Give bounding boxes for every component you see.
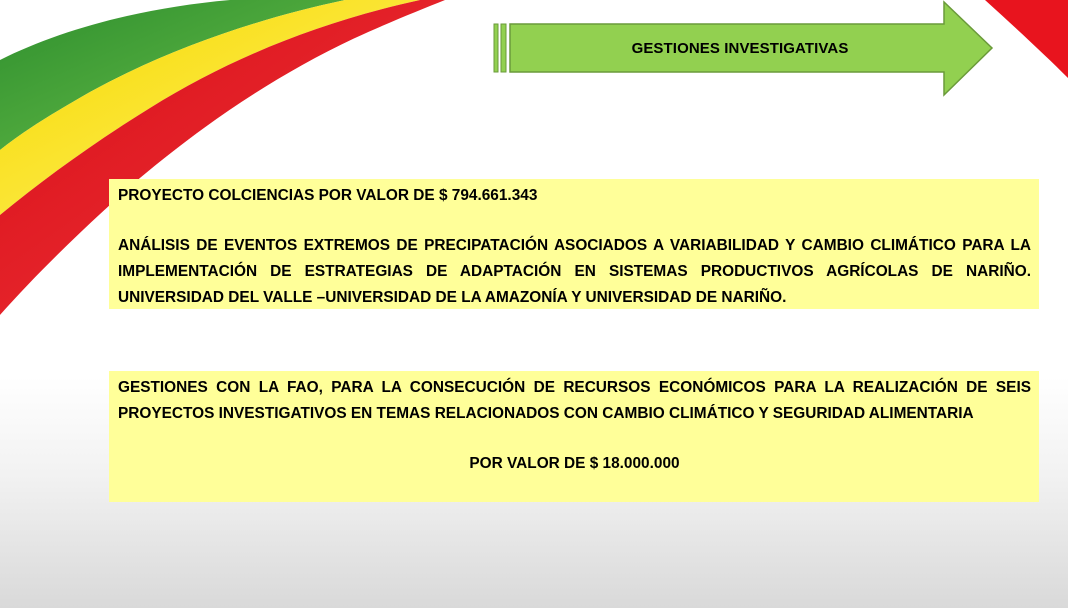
card-heading: PROYECTO COLCIENCIAS POR VALOR DE $ 794.661.343 — [118, 187, 538, 204]
slide-title: GESTIONES INVESTIGATIVAS — [631, 39, 849, 57]
title-arrow-banner — [492, 0, 996, 98]
fao-management-card — [109, 371, 1039, 502]
card-body: GESTIONES CON LA FAO, PARA LA CONSECUCIÓN DE RECURSOS ECONÓMICOS PARA LA REALIZACIÓN DE SEIS PROYECTOS INVESTIGATIVOS EN TEMAS RELACIONADOS CON CAMBIO CLIMÁTICO Y SEGURIDAD ALIMENTARIA — [118, 379, 1031, 422]
ribbon-corner-red — [985, 0, 1068, 78]
colciencias-project-card — [109, 179, 1039, 309]
card-value: POR VALOR DE $ 18.000.000 — [469, 455, 680, 472]
card-body: ANÁLISIS DE EVENTOS EXTREMOS DE PRECIPATACIÓN ASOCIADOS A VARIABILIDAD Y CAMBIO CLIMÁTICO PARA LA IMPLEMENTACIÓN DE ESTRATEGIAS DE ADAPTACIÓN EN SISTEMAS PRODUCTIVOS AGRÍCOLAS DE NARIÑO. UNIVERSIDAD DEL VALLE –UNIVERSIDAD DE LA AMAZONÍA Y UNIVERSIDAD DE NARIÑO. — [118, 237, 1031, 306]
